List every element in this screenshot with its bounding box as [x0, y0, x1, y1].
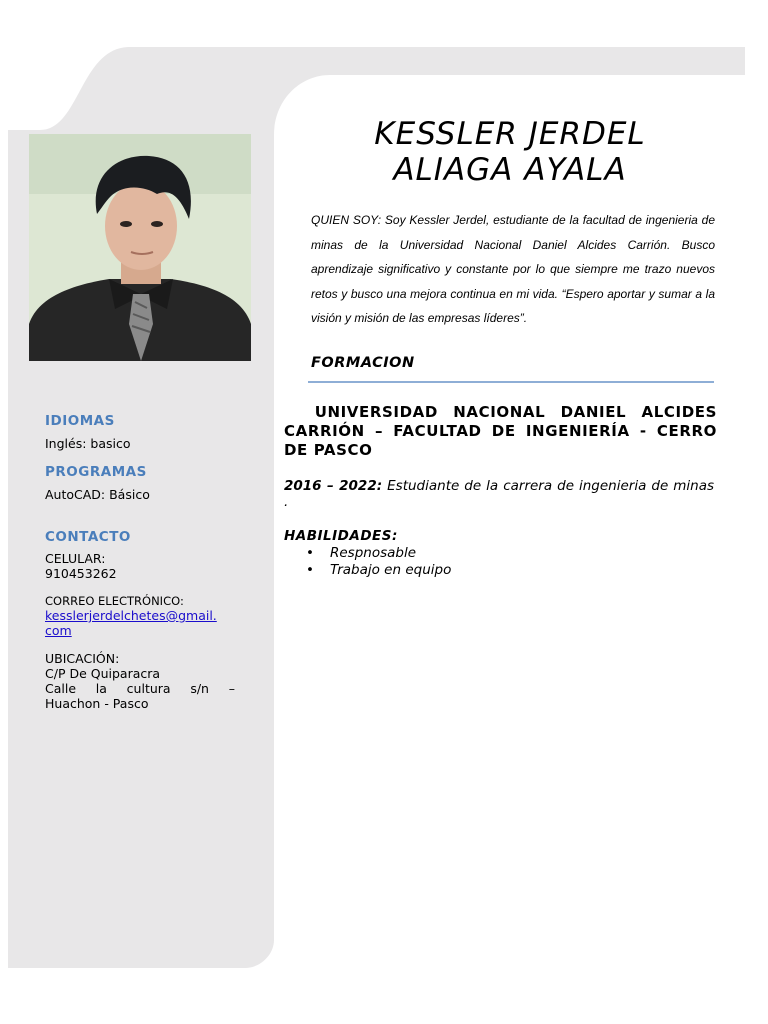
ubicacion-label: UBICACIÓN: — [45, 651, 120, 666]
idiomas-value: Inglés: basico — [45, 436, 131, 451]
bullet-icon: • — [306, 545, 314, 561]
skills-list — [284, 545, 451, 579]
profile-photo — [29, 134, 251, 361]
email-link-line1[interactable]: kesslerjerdelchetes@gmail. — [45, 608, 217, 623]
ubicacion-line1: C/P De Quiparacra — [45, 666, 161, 681]
celular-value: 910453262 — [45, 566, 117, 581]
about-paragraph: QUIEN SOY: Soy Kessler Jerdel, estudiante de la facultad de ingenieria de minas de la Universidad Nacional Daniel Alcides Carrión. Busco aprendizaje significativo y constante por lo que siempre me trazo nuevos retos y busco una mejora continua en mi vida. “Espero aportar y sumar a la visión y misión de las empresas líderes”. — [311, 213, 715, 325]
skill-text: Respnosable — [330, 545, 417, 561]
correo-label: CORREO ELECTRÓNICO: — [45, 594, 184, 608]
skill-item — [284, 545, 451, 562]
programas-heading: PROGRAMAS — [45, 464, 147, 480]
contacto-heading: CONTACTO — [45, 529, 131, 545]
habilidades-heading: HABILIDADES: — [284, 528, 398, 544]
idiomas-heading: IDIOMAS — [45, 413, 115, 429]
skill-item — [284, 562, 451, 579]
email-link-line2[interactable]: com — [45, 623, 72, 638]
study-period — [284, 478, 714, 510]
full-name — [300, 116, 720, 188]
person-portrait-icon — [29, 134, 251, 361]
section-divider — [308, 381, 714, 383]
celular-label: CELULAR: — [45, 551, 106, 566]
university-text: UNIVERSIDAD NACIONAL DANIEL ALCIDES CARRIÓN – FACULTAD DE INGENIERÍA - CERRO DE PASCO — [284, 403, 717, 459]
name-line-1: KESSLER JERDEL — [374, 116, 646, 152]
name-line-2: ALIAGA AYALA — [393, 152, 627, 188]
bullet-icon: • — [306, 562, 314, 578]
period-description: Estudiante de la carrera de ingenieria de minas . — [284, 478, 715, 510]
skill-text: Trabajo en equipo — [330, 562, 452, 578]
formacion-heading: FORMACION — [311, 355, 415, 371]
university-name — [284, 403, 717, 460]
email-link[interactable] — [45, 608, 235, 638]
period-label: 2016 – 2022: — [284, 478, 383, 494]
ubicacion-line3: Huachon - Pasco — [45, 696, 149, 711]
ubicacion-line2: Calle la cultura s/n – — [45, 681, 235, 696]
programas-value: AutoCAD: Básico — [45, 487, 150, 502]
